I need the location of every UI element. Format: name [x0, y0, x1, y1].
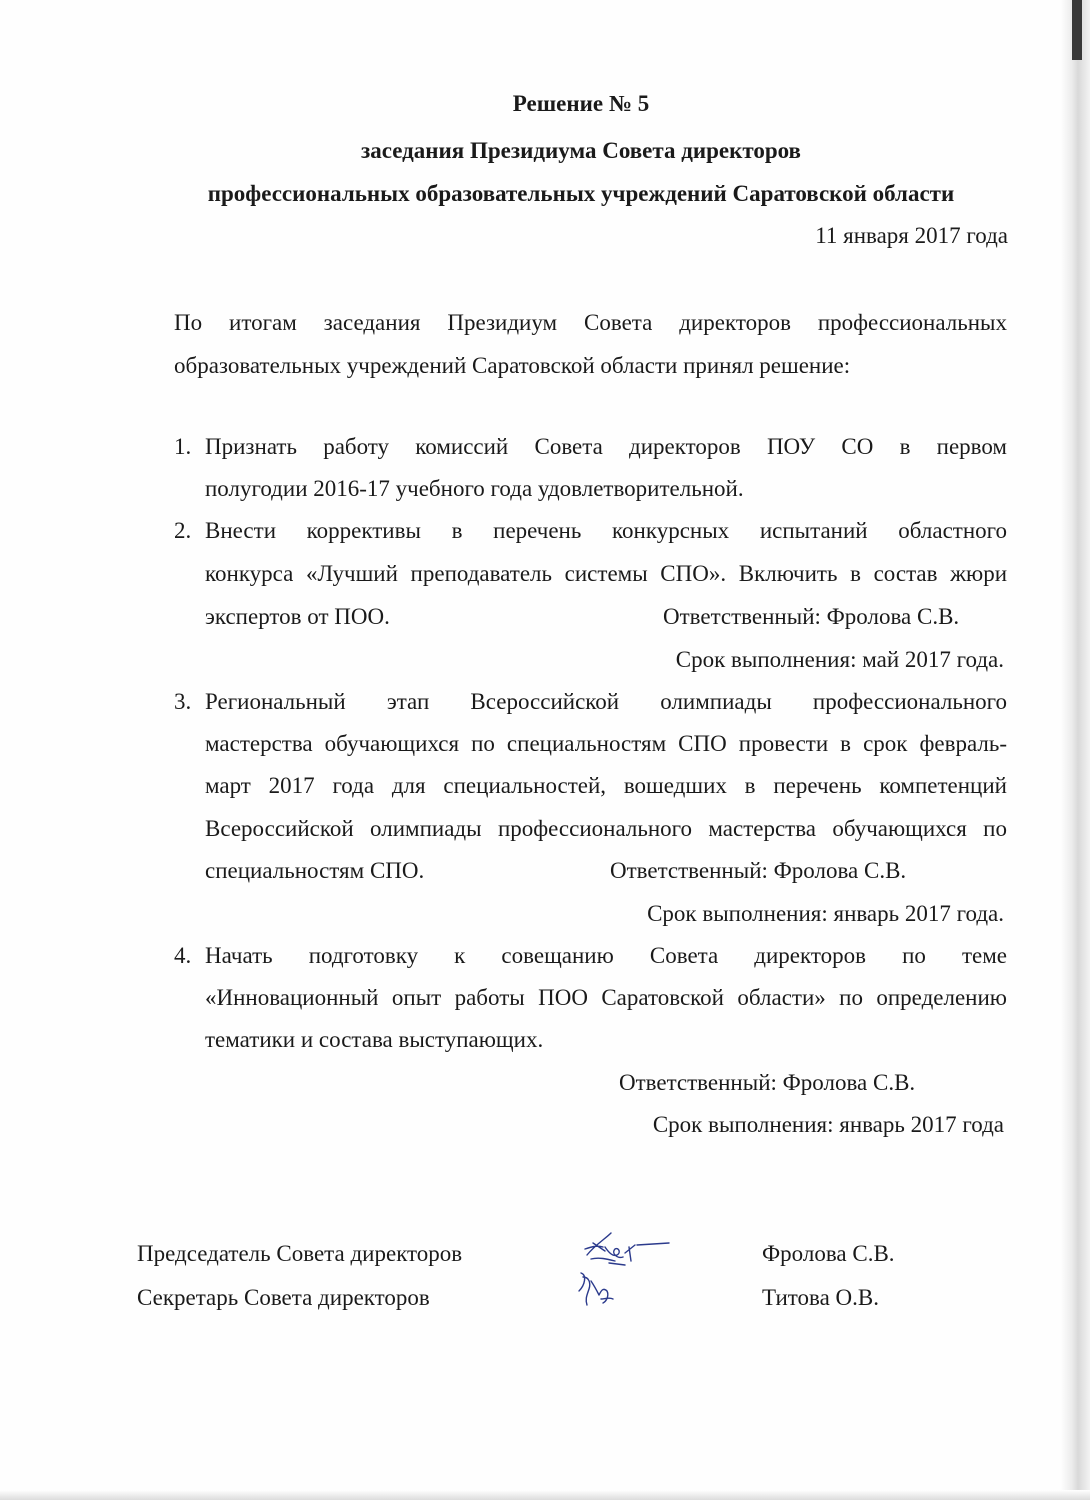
list-item-line: конкурса «Лучший преподаватель системы СПО». Включить в состав жюри	[205, 561, 1007, 586]
scan-edge-mark	[1072, 0, 1082, 60]
secretary-name: Титова О.В.	[762, 1285, 879, 1310]
document-title: Решение № 5	[512, 91, 650, 116]
list-item-number: 1.	[174, 434, 192, 459]
responsible-person: Ответственный: Фролова С.В.	[619, 1070, 916, 1095]
list-item-number: 4.	[174, 943, 192, 968]
deadline: Срок выполнения: январь 2017 года.	[647, 901, 1004, 926]
chair-name: Фролова С.В.	[762, 1241, 895, 1266]
scan-edge-bottom	[0, 1490, 1090, 1500]
deadline: Срок выполнения: май 2017 года.	[675, 647, 1004, 672]
document-subtitle: заседания Президиума Совета директоров	[361, 138, 801, 163]
list-item-line: март 2017 года для специальностей, вошедших в перечень компетенций	[205, 773, 1007, 798]
intro-paragraph	[174, 301, 1007, 387]
secretary-label: Секретарь Совета директоров	[137, 1285, 430, 1310]
list-item-line: Внести коррективы в перечень конкурсных испытаний областного	[205, 518, 1007, 543]
list-item-line: специальностям СПО.	[205, 858, 425, 883]
list-item-line: Признать работу комиссий Совета директоров ПОУ СО в первом	[205, 434, 1007, 459]
chair-label: Председатель Совета директоров	[137, 1241, 463, 1266]
list-item-line: Всероссийской олимпиады профессионального мастерства обучающихся по	[205, 816, 1007, 841]
document-subtitle-organization: профессиональных образовательных учреждений Саратовской области	[207, 181, 955, 206]
list-item-line: Начать подготовку к совещанию Совета директоров по теме	[205, 943, 1007, 968]
list-item-line: мастерства обучающихся по специальностям СПО провести в срок февраль-	[205, 731, 1007, 756]
scan-edge-right	[1060, 0, 1090, 1500]
intro-line: образовательных учреждений Саратовской области принял решение:	[174, 353, 851, 378]
handwritten-signature	[565, 1225, 685, 1315]
list-item-number: 2.	[174, 518, 192, 543]
deadline: Срок выполнения: январь 2017 года	[652, 1112, 1004, 1137]
list-item-line: полугодии 2016-17 учебного года удовлетворительной.	[205, 476, 744, 501]
intro-line: По итогам заседания Президиум Совета директоров профессиональных	[174, 310, 1007, 335]
list-item-line: тематики и состава выступающих.	[205, 1027, 544, 1052]
document-date: 11 января 2017 года	[815, 223, 1008, 248]
list-item-line: Региональный этап Всероссийской олимпиады профессионального	[205, 689, 1007, 714]
responsible-person: Ответственный: Фролова С.В.	[663, 604, 960, 629]
list-item-number: 3.	[174, 689, 192, 714]
responsible-person: Ответственный: Фролова С.В.	[610, 858, 907, 883]
list-item-line: экспертов от ПОО.	[205, 604, 390, 629]
list-item-line: «Инновационный опыт работы ПОО Саратовской области» по определению	[205, 985, 1007, 1010]
